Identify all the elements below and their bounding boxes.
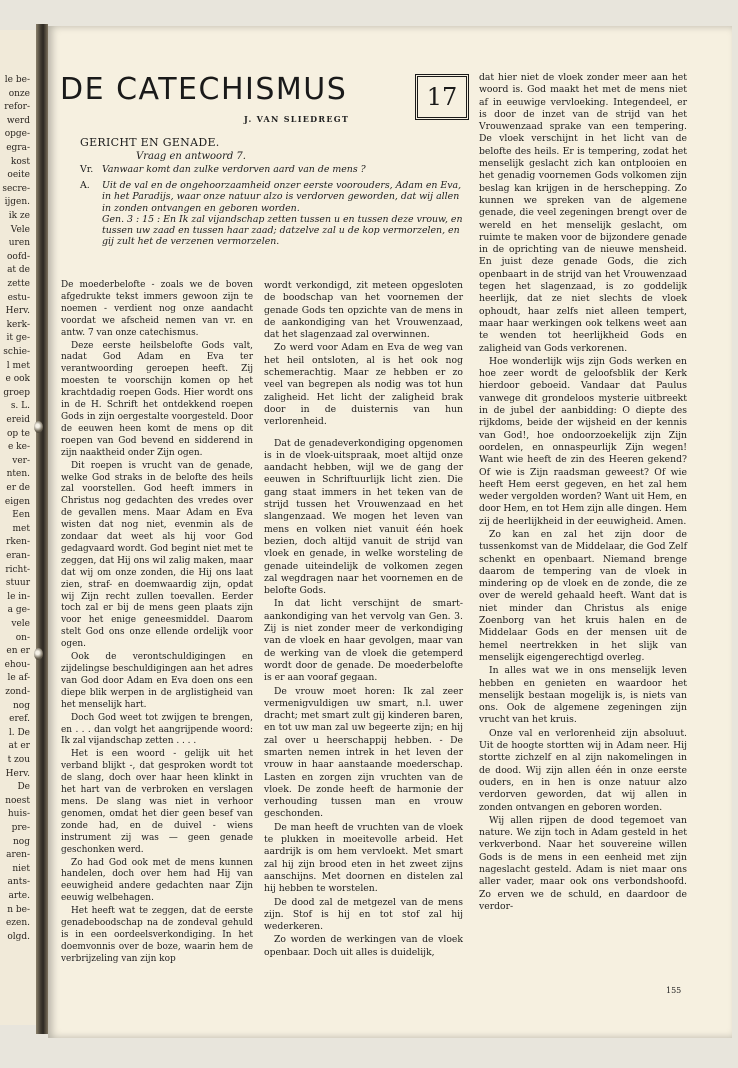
paragraph: In dat licht verschijnt de smart-aankondiging van het vervolg van Gen. 3. Zij is niet zonder meer de verkondiging van de vloek en haar gevolgen, maar van de werking van de vloek die getemperd wordt door de genade. De moederbelofte is er aan vooraf gegaan.: [264, 598, 463, 684]
previous-page-fragment: ijgen.: [4, 197, 30, 208]
question-text: Vanwaar komt dan zulke verdorven aard van de mens ?: [102, 164, 366, 175]
previous-page-fragment: secre-: [2, 183, 30, 194]
previous-page-fragment: n be-: [7, 904, 30, 915]
paragraph: Het heeft wat te zeggen, dat de eerste genadeboodschap na de zondeval gehuld is in een oordeelsverkondiging. In het doemvonnis over de boze, waarin hem de verbrijzeling van zijn kop: [61, 906, 253, 964]
paragraph: Ook de verontschuldigingen en zijdelingse beschuldigingen aan het adres van God door Adam en Eva doen ons een diepe blik werpen in de arglistigheid van het menselijk hart.: [61, 652, 253, 710]
previous-page-fragment: huis-: [7, 809, 30, 820]
previous-page-fragment: nog: [13, 700, 30, 711]
previous-page-fragment: stuur: [5, 578, 30, 589]
previous-page-fragment: it ge-: [6, 333, 30, 344]
paragraph: Hoe wonderlijk wijs zijn Gods werken en hoe zeer wordt de geloofsblik der Kerk hierdoor geboeid. Vandaar dat Paulus vanwege dit grondeloos mysterie uitbreekt in de jubel der aanbidding: O diepte des rijkdoms, beide der wijsheid en der kennis van God!, hoe ondoorzoekelijk zijn Zijn oordelen, en onnaspeurlijk Zijn wegen! Want wie heeft de zin des Heeren gekend? Of wie is Zijn raadsman geweest? Of wie heeft Hem eerst gegeven, en het zal hem weder vergolden worden? Want uit Hem, en door Hem, en tot Hem zijn alle dingen. Hem zij de heerlijkheid in der eeuwigheid. Amen.: [479, 355, 688, 527]
previous-page-fragment: aren-: [6, 850, 30, 861]
previous-page-fragment: le in-: [7, 591, 30, 602]
paragraph: In alles wat we in ons menselijk leven hebben en genieten en waardoor het menselijk bestaan mogelijk is, is niets van ons. Ook de algemene zegeningen zijn vrucht van het kruis.: [479, 665, 687, 726]
paragraph: dat hier niet de vloek zonder meer aan het woord is. God maakt het met de mens niet af in eeuwige vervloeking. Integendeel, er is door de inzet van de strijd van het Vrouwenzaad sprake van een tempering. De vloek verschijnt in het licht van de belofte des heils. Er is tempering, zodat het menselijk geslacht zich kan ontplooien en het genadig voornemen Gods volkomen zijn beslag kan krijgen in de herschepping. Zo kunnen we spreken van de algemene genade, die veel zegeningen brengt over de wereld en het menselijk geslacht, om ruimte te maken voor de bijzondere genade in de oprichting van de nieuwe mensheid. En juist deze genade Gods, die zich openbaart in de strijd van het Vrouwenzaad tegen het slagenzaad, is zo goddelijk heerlijk, dat ze niet slechts de vloek ophoudt, haar zelfs niet alleen tempert, maar haar werkingen ook telkens weet aan te wenden tot heerlijkheid Gods en zaligheid van Gods verkorenen.: [479, 72, 687, 354]
paragraph: Wij allen rijpen de dood tegemoet van nature. We zijn toch in Adam gesteld in het verkverbond. Naar het souvereine willen Gods is de mens in een eenheid met zijn nageslacht gesteld. Adam is niet maar ons aller vader, maar ook ons verbondshoofd. Zo erven we de schuld, en daardoor de verdor-: [479, 814, 687, 912]
previous-page-fragment: estu-: [7, 292, 30, 303]
previous-page-fragment: e ke-: [7, 442, 30, 453]
binding-ring-icon: [34, 421, 43, 433]
paragraph: Zo worden de werkingen van de vloek openbaar. Doch uit alles is duidelijk,: [264, 934, 463, 958]
paragraph: De moederbelofte - zoals we de boven afgedrukte tekst immers gewoon zijn te noemen - verdient nog onze aandacht voordat we afscheid nemen van vr. en antw. 7 van onze catechismus.: [61, 280, 253, 338]
paragraph: Onze val en verlorenheid zijn absoluut. Uit de hoogte stortten wij in Adam neer. Hij stortte zichzelf en al zijn nakomelingen in de dood. Wij zijn allen één in onze eerste ouders, en in hen is onze natuur alzo verdorven geworden, dat wij allen in zonden ontvangen en geboren worden.: [479, 727, 687, 813]
previous-page-fragment: eran-: [6, 551, 30, 561]
previous-page-fragment: Vele: [10, 224, 30, 235]
previous-page-fragment: ehou-: [4, 659, 30, 670]
previous-page-fragment: oeite: [7, 170, 30, 181]
paragraph: Doch God weet tot zwijgen te brengen, en . . . dan volgt het aangrijpende woord: Ik zal vijandschap zetten . . . .: [61, 712, 253, 747]
previous-page-fragment: nten.: [6, 469, 30, 480]
previous-page-fragment: refor-: [4, 102, 30, 113]
previous-page-fragment: at er: [8, 741, 30, 752]
paragraph: Zo kan en zal het zijn door de tussenkomst van de Middelaar, die God Zelf schenkt en openbaart. Niemand brenge daarom de tempering van de vloek in mindering op de vloek en de zonde, die ze over de wereld gehaald heeft. Want dat is niet minder dan Christus als enige Zoenborg van het kruis halen en de Middelaar Gods en der mensen uit de hemel neertrekken in het slijk van menselijk eigengerechtigd overleg.: [479, 528, 687, 663]
previous-page-fragment: pre-: [11, 823, 30, 833]
article-author: J. VAN SLIEDREGT: [244, 114, 350, 124]
previous-page-fragment: ants-: [7, 877, 30, 888]
paragraph: De dood zal de metgezel van de mens zijn. Stof is hij en tot stof zal hij wederkeren.: [264, 896, 463, 933]
previous-page-fragment: oofd-: [7, 251, 30, 262]
previous-page-fragment: arte.: [8, 891, 30, 901]
previous-page-fragment: richt-: [5, 564, 30, 575]
previous-page-fragment: noest: [5, 795, 30, 806]
previous-page-fragment: at de: [7, 265, 30, 276]
previous-page-fragment: e ook: [5, 374, 30, 385]
previous-page-fragment: egra-: [6, 143, 30, 153]
qa-label: Vraag en antwoord 7.: [136, 151, 246, 162]
paragraph: Dat de genadeverkondiging opgenomen is in de vloek-uitspraak, moet altijd onze aandacht hebben, wijl we de gang der eeuwen in Schriftuurlijk licht zien. Die gang staat immers in het teken van de strijd tussen het Vrouwenzaad en het slangenzaad. We mogen het leven van mens en volken niet vanuit één hoek bezien, doch altijd vanuit de strijd van vloek en genade, in welke worsteling de genade uiteindelijk de volkomen zegen zal wegdragen naar het voornemen en de belofte Gods.: [264, 437, 463, 597]
previous-page-fragment: le be-: [4, 75, 30, 85]
paragraph: De man heeft de vruchten van de vloek te plukken in moeitevolle arbeid. Het aardrijk is om hem vervloekt. Met smart zal hij zijn brood eten in het zweet zijns aanschijns. Met doornen en distelen zal hij hebben te worstelen.: [264, 821, 463, 895]
catechism-question-block: [80, 136, 465, 247]
answer-text: Uit de val en de ongehoorzaamheid onzer eerste voorouders, Adam en Eva, in het Paradijs, waar onze natuur alzo is verdorven geworden, dat wij allen in zonden ontvangen en geboren worden.: [102, 180, 462, 214]
previous-page-fragment: groep: [3, 387, 30, 398]
paragraph: Deze eerste heilsbelofte Gods valt, nadat God Adam en Eva ter verantwoording geroepen heeft. Zij moesten te voorschijn komen op het krachtdadig roepen Gods. Hier wordt ons in de H. Schrift het ontdekkend roepen Gods in zijn oergestalte voorgesteld. Door de eeuwen heen komt de mens op dit roepen van God bevend en sidderend in zijn naaktheid onder Zijn ogen.: [61, 340, 253, 458]
genesis-quote: Gen. 3 : 15 : En Ik zal vijandschap zetten tussen u en tussen deze vrouw, en tussen uw zaad en tussen haar zaad; datzelve zal u de kop vermorzelen, en gij zult het de verzenen vermorzelen.: [102, 213, 463, 248]
previous-page-fragment: eref.: [9, 714, 30, 725]
article-title: DE CATECHISMUS: [60, 72, 348, 107]
previous-page-fragment: werd: [6, 115, 30, 126]
text-column-2: [264, 280, 463, 959]
previous-page-fragment: Een: [12, 510, 30, 521]
previous-page-fragment: s. L.: [10, 401, 30, 412]
previous-page-fragment: De: [17, 782, 30, 793]
text-column-1: [61, 280, 253, 966]
magazine-page: [48, 26, 732, 1038]
page-number: 155: [666, 986, 682, 995]
paragraph: Dit roepen is vrucht van de genade, welke God straks in de belofte des heils zal voorstellen. God heeft immers in Christus nog gedachten des vredes over de gevallen mens. Maar Adam en Eva wisten dat nog niet, evenmin als de zondaar dat weet als hij voor God gedagvaard wordt. God begint niet met te zeggen, dat Hij ons wil zalig maken, maar dat wij om onze zonden, die Hij ons laat zien, straf- en doemwaardig zijn, opdat wij Zijn recht zullen toevallen. Eerder toch zal er bij de mens geen plaats zijn voor het enige geneesmiddel. Daarom stelt God ons onze ellende ordelijk voor ogen.: [61, 460, 253, 650]
previous-page-fragment: schie-: [3, 347, 30, 357]
previous-page-fragment: kerk-: [6, 319, 30, 330]
paragraph: Zo werd voor Adam en Eva de weg van het heil ontsloten, al is het ook nog schemerachtig. Maar ze hebben er zo veel van begrepen als nodig was tot hun zaligheid. Het licht der zaligheid brak door in de duisternis van hun verlorenheid.: [264, 342, 463, 428]
question-label: Vr.: [80, 164, 94, 175]
paragraph: wordt verkondigd, zit meteen opgesloten de boodschap van het voornemen der genade Gods ten opzichte van de mens in de aankondiging van het Vrouwenzaad, dat het slagenzaad zal overwinnen.: [264, 280, 463, 341]
previous-page-fragment: ereid: [6, 415, 30, 425]
previous-page-fragment: ezen.: [5, 918, 30, 929]
paragraph: De vrouw moet horen: Ik zal zeer vermenigvuldigen uw smart, n.l. uwer dracht; met smart zult gij kinderen baren, en tot uw man zal uw begeerte zijn; en hij zal over u heerschappij hebben. - De smarten nemen intrek in het leven der vrouw in haar aanstaande moederschap. Lasten en zorgen zijn vruchten van de vloek. De zonde heeft de harmonie der verhouding tussen man en vrouw geschonden.: [264, 685, 463, 820]
previous-page-fragment: opge-: [4, 129, 30, 140]
previous-page-fragment: er de: [6, 483, 30, 493]
book-gutter: [36, 24, 48, 1034]
previous-page-fragment: kost: [10, 156, 30, 167]
lesson-number-box: 17: [415, 74, 469, 120]
previous-page-fragment: onze: [8, 88, 30, 99]
previous-page-fragment: Herv.: [5, 306, 30, 317]
previous-page-fragment: l. De: [8, 727, 30, 738]
paragraph: Het is een woord - gelijk uit het verband blijkt -, dat gesproken wordt tot de slang, doch over haar heen klinkt in het hart van de verbroken en verslagen mens. De slang was niet in verhoor genomen, omdat het dier geen besef van zonde had, en de duivel - wiens instrument zij was — geen genade geschonken werd.: [61, 749, 253, 855]
previous-page-fragment: ik ze: [8, 211, 30, 221]
previous-page-fragment: uren: [8, 238, 30, 249]
question: [80, 164, 465, 175]
previous-page-fragment: a ge-: [7, 605, 30, 616]
previous-page-fragment: rken-: [6, 537, 30, 548]
previous-page-fragment: met: [12, 523, 30, 534]
binding-ring-icon: [34, 648, 43, 660]
previous-page-fragment: eigen: [4, 496, 30, 507]
previous-page-fragment: niet: [12, 863, 30, 874]
previous-page-fragment: Herv.: [5, 768, 30, 779]
answer: [80, 180, 465, 214]
previous-page-fragment: on-: [15, 632, 30, 643]
previous-page-fragment: vele: [11, 619, 30, 629]
previous-page-fragment: olgd.: [7, 931, 30, 942]
previous-page-strip: [0, 30, 36, 1025]
answer-label: A.: [80, 180, 90, 192]
previous-page-fragment: l met: [6, 360, 30, 371]
previous-page-fragment: ver-: [12, 455, 30, 466]
previous-page-fragment: zond-: [5, 687, 30, 697]
previous-page-fragment: nog: [13, 836, 30, 847]
previous-page-fragment: en er: [6, 646, 30, 657]
paragraph: Zo had God ook met de mens kunnen handelen, doch over hem had Hij van eeuwigheid andere gedachten naar Zijn eeuwig welbehagen.: [61, 857, 253, 904]
section-heading: GERICHT EN GENADE.: [80, 136, 220, 149]
previous-page-fragment: zette: [7, 279, 30, 289]
previous-page-fragment: le af-: [7, 673, 30, 684]
previous-page-fragment: t zou: [7, 755, 30, 765]
text-column-3: [479, 72, 687, 913]
previous-page-fragment: op te: [7, 428, 30, 439]
